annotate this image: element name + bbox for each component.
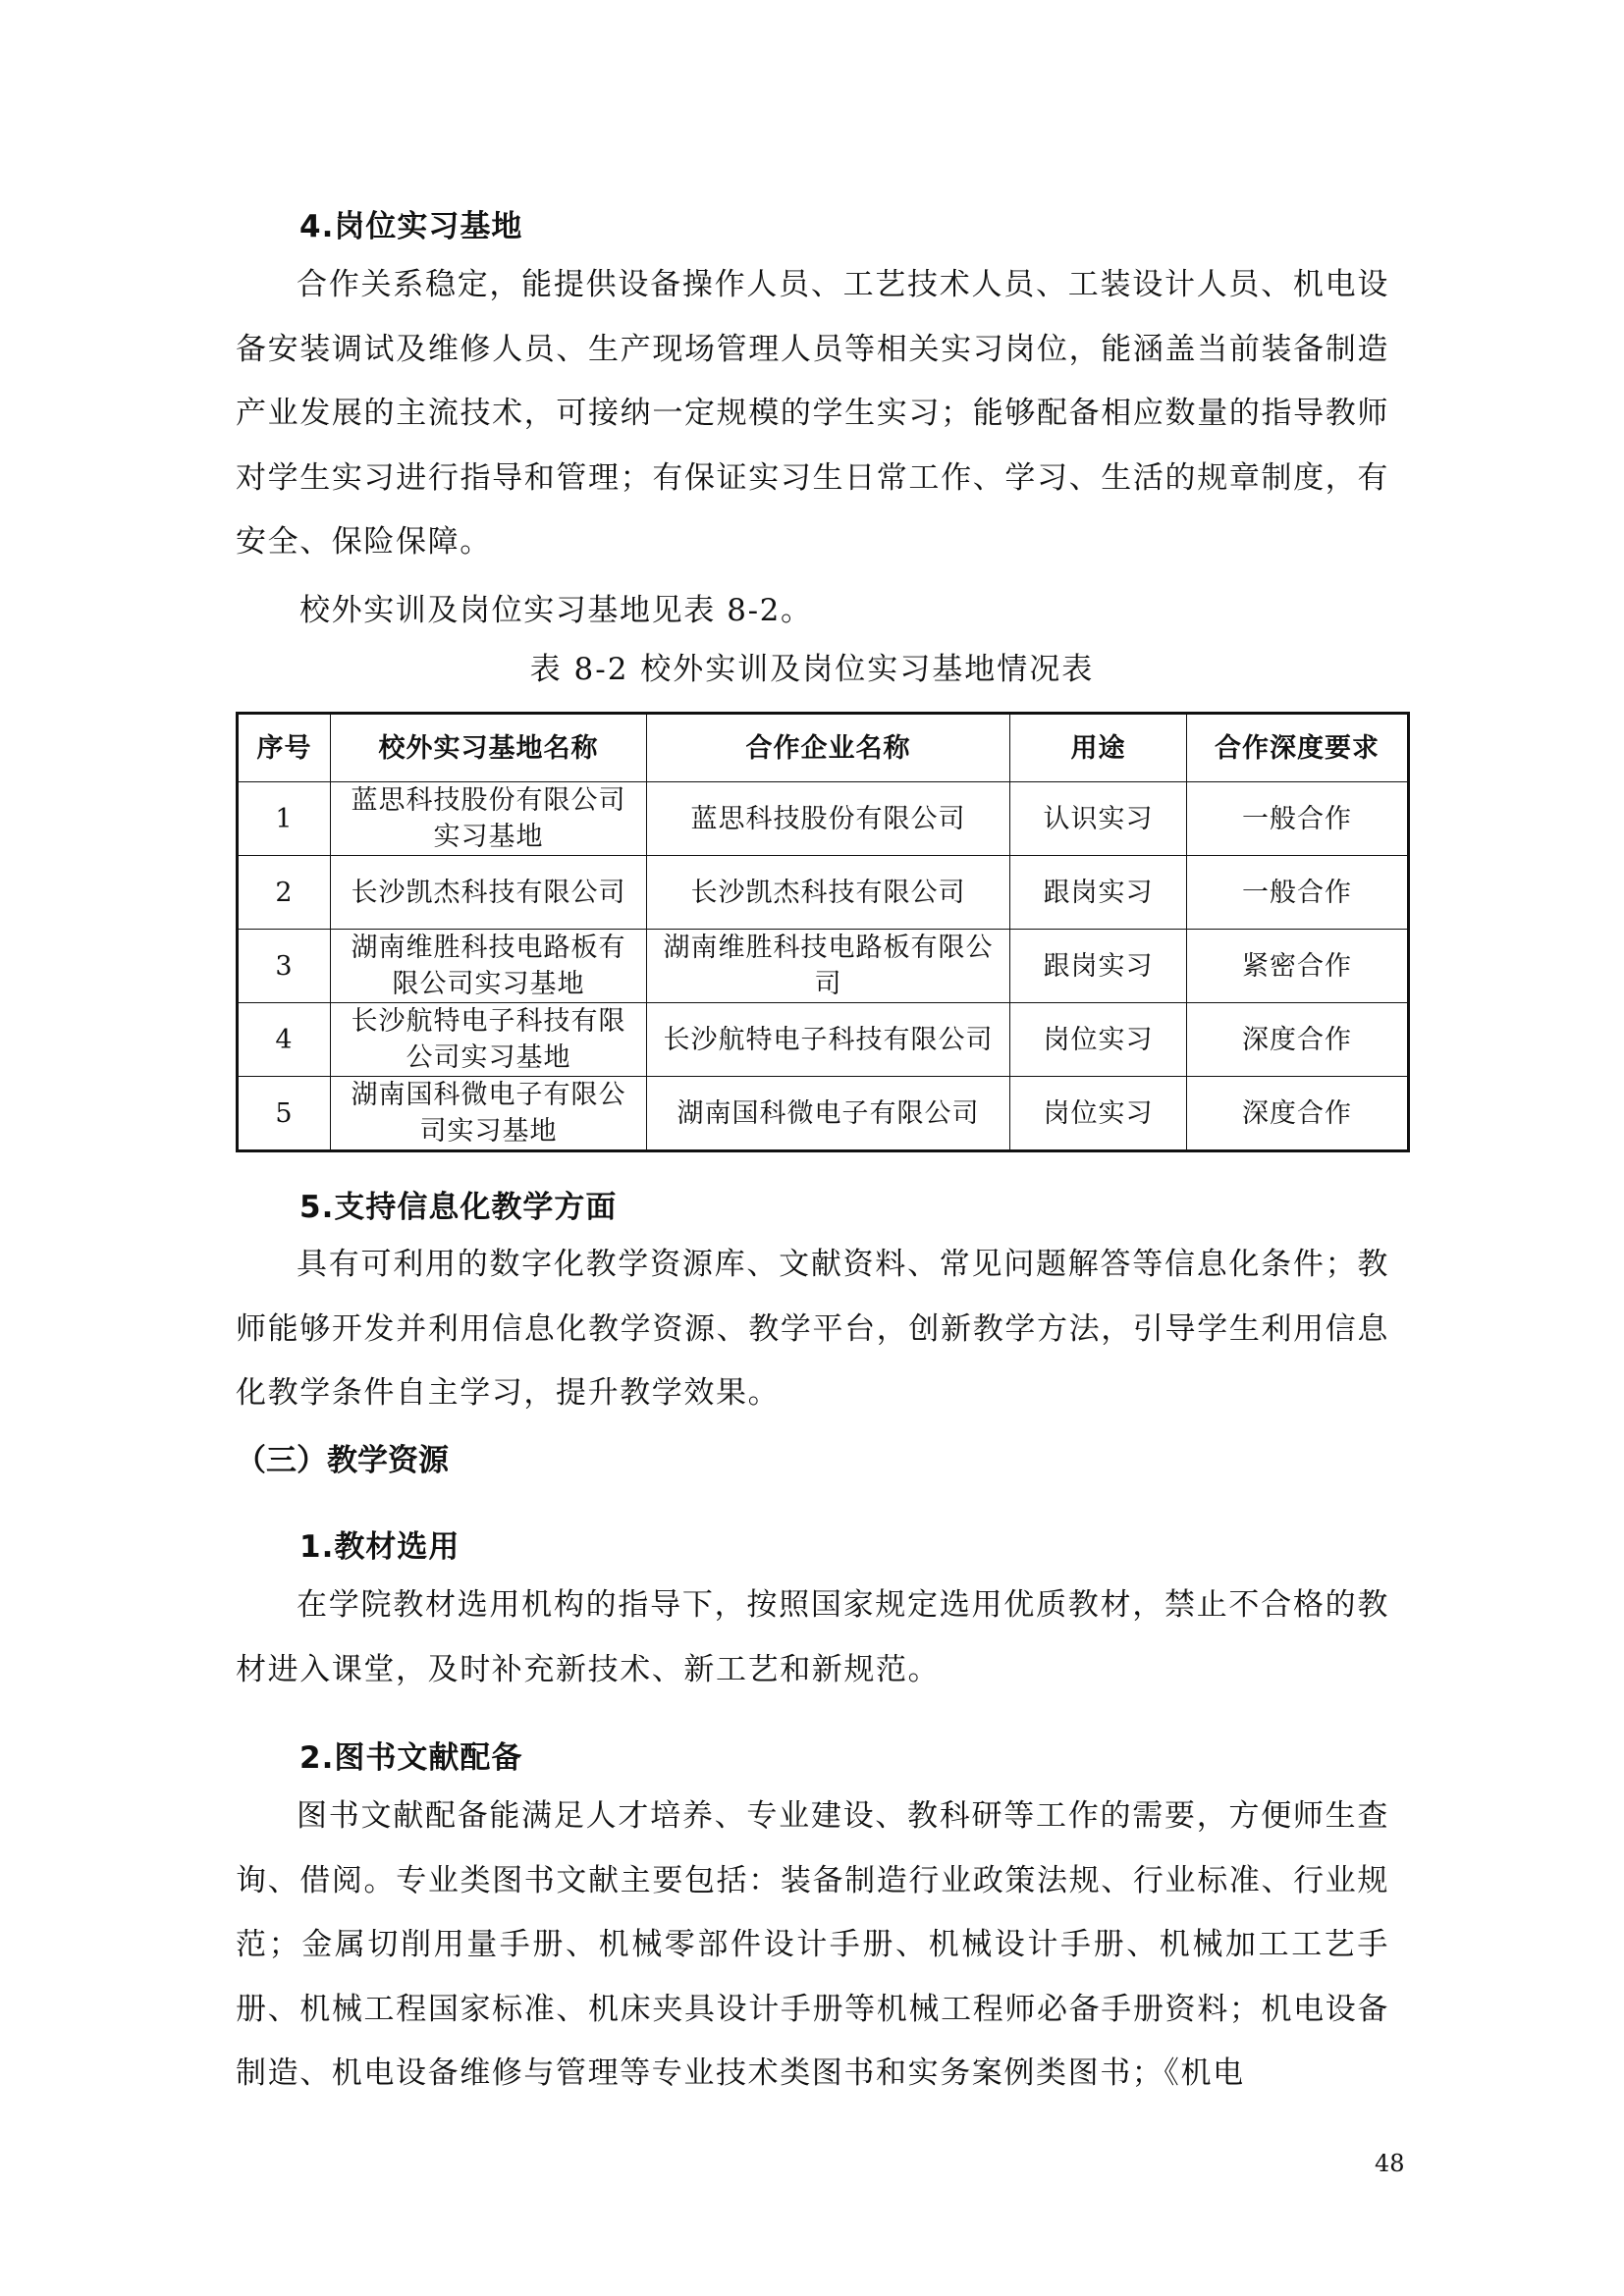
cell-cooperation-depth: 深度合作	[1187, 1077, 1409, 1151]
paragraph-textbook-selection: 在学院教材选用机构的指导下，按照国家规定选用优质教材，禁止不合格的教材进入课堂，及时补充新技术、新工艺和新规范。	[236, 1587, 1389, 1687]
cell-company-name: 长沙航特电子科技有限公司	[647, 1003, 1010, 1077]
cell-purpose: 岗位实习	[1010, 1003, 1187, 1077]
cell-company-name: 蓝思科技股份有限公司	[647, 782, 1010, 856]
table-row	[238, 930, 1409, 1003]
header-company-name: 合作企业名称	[647, 714, 1010, 782]
cell-base-name: 湖南维胜科技电路板有限公司实习基地	[331, 930, 647, 1003]
table-row	[238, 856, 1409, 930]
heading-textbook-selection: 1.教材选用	[299, 1529, 460, 1565]
paragraph-informatization: 具有可利用的数字化教学资源库、文献资料、常见问题解答等信息化条件；教师能够开发并利用信息化教学资源、教学平台，创新教学方法，引导学生利用信息化教学条件自主学习，提升教学效果。	[236, 1247, 1389, 1411]
cell-company-name: 湖南维胜科技电路板有限公司	[647, 930, 1010, 1003]
heading-library-resources: 2.图书文献配备	[299, 1740, 523, 1776]
header-cooperation-depth: 合作深度要求	[1187, 714, 1409, 782]
heading-internship-base: 4.岗位实习基地	[299, 209, 523, 244]
page-number: 48	[1375, 2150, 1405, 2177]
cell-purpose: 岗位实习	[1010, 1077, 1187, 1151]
cell-purpose: 跟岗实习	[1010, 856, 1187, 930]
cell-cooperation-depth: 紧密合作	[1187, 930, 1409, 1003]
cell-cooperation-depth: 一般合作	[1187, 856, 1409, 930]
cell-base-name: 长沙凯杰科技有限公司	[331, 856, 647, 930]
table-row	[238, 1003, 1409, 1077]
cell-index: 1	[238, 782, 331, 856]
heading-informatization: 5.支持信息化教学方面	[299, 1190, 618, 1225]
table-row	[238, 782, 1409, 856]
cell-purpose: 认识实习	[1010, 782, 1187, 856]
heading-teaching-resources: （三）教学资源	[236, 1443, 449, 1478]
paragraph-library-resources: 图书文献配备能满足人才培养、专业建设、教科研等工作的需要，方便师生查询、借阅。专业类图书文献主要包括：装备制造行业政策法规、行业标准、行业规范；金属切削用量手册、机械零部件设计手册、机械设计手册、机械加工工艺手册、机械工程国家标准、机床夹具设计手册等机械工程师必备手册资料；机电设备制造、机电设备维修与管理等专业技术类图书和实务案例类图书；《机电	[236, 1798, 1389, 2091]
cell-base-name: 长沙航特电子科技有限公司实习基地	[331, 1003, 647, 1077]
cell-base-name: 湖南国科微电子有限公司实习基地	[331, 1077, 647, 1151]
cell-cooperation-depth: 一般合作	[1187, 782, 1409, 856]
cell-index: 2	[238, 856, 331, 930]
cell-company-name: 长沙凯杰科技有限公司	[647, 856, 1010, 930]
header-index: 序号	[238, 714, 331, 782]
paragraph-table-reference: 校外实训及岗位实习基地见表 8-2。	[299, 593, 813, 628]
header-purpose: 用途	[1010, 714, 1187, 782]
table-row	[238, 1077, 1409, 1151]
cell-company-name: 湖南国科微电子有限公司	[647, 1077, 1010, 1151]
cell-cooperation-depth: 深度合作	[1187, 1003, 1409, 1077]
table-caption: 表 8-2 校外实训及岗位实习基地情况表	[529, 652, 1095, 687]
cell-purpose: 跟岗实习	[1010, 930, 1187, 1003]
internship-base-table	[236, 712, 1410, 1152]
cell-index: 4	[238, 1003, 331, 1077]
cell-index: 3	[238, 930, 331, 1003]
table-header-row	[238, 714, 1409, 782]
paragraph-internship-base: 合作关系稳定，能提供设备操作人员、工艺技术人员、工装设计人员、机电设备安装调试及维修人员、生产现场管理人员等相关实习岗位，能涵盖当前装备制造产业发展的主流技术，可接纳一定规模的学生实习；能够配备相应数量的指导教师对学生实习进行指导和管理；有保证实习生日常工作、学习、生活的规章制度，有安全、保险保障。	[236, 267, 1389, 560]
cell-index: 5	[238, 1077, 331, 1151]
cell-base-name: 蓝思科技股份有限公司实习基地	[331, 782, 647, 856]
header-base-name: 校外实习基地名称	[331, 714, 647, 782]
